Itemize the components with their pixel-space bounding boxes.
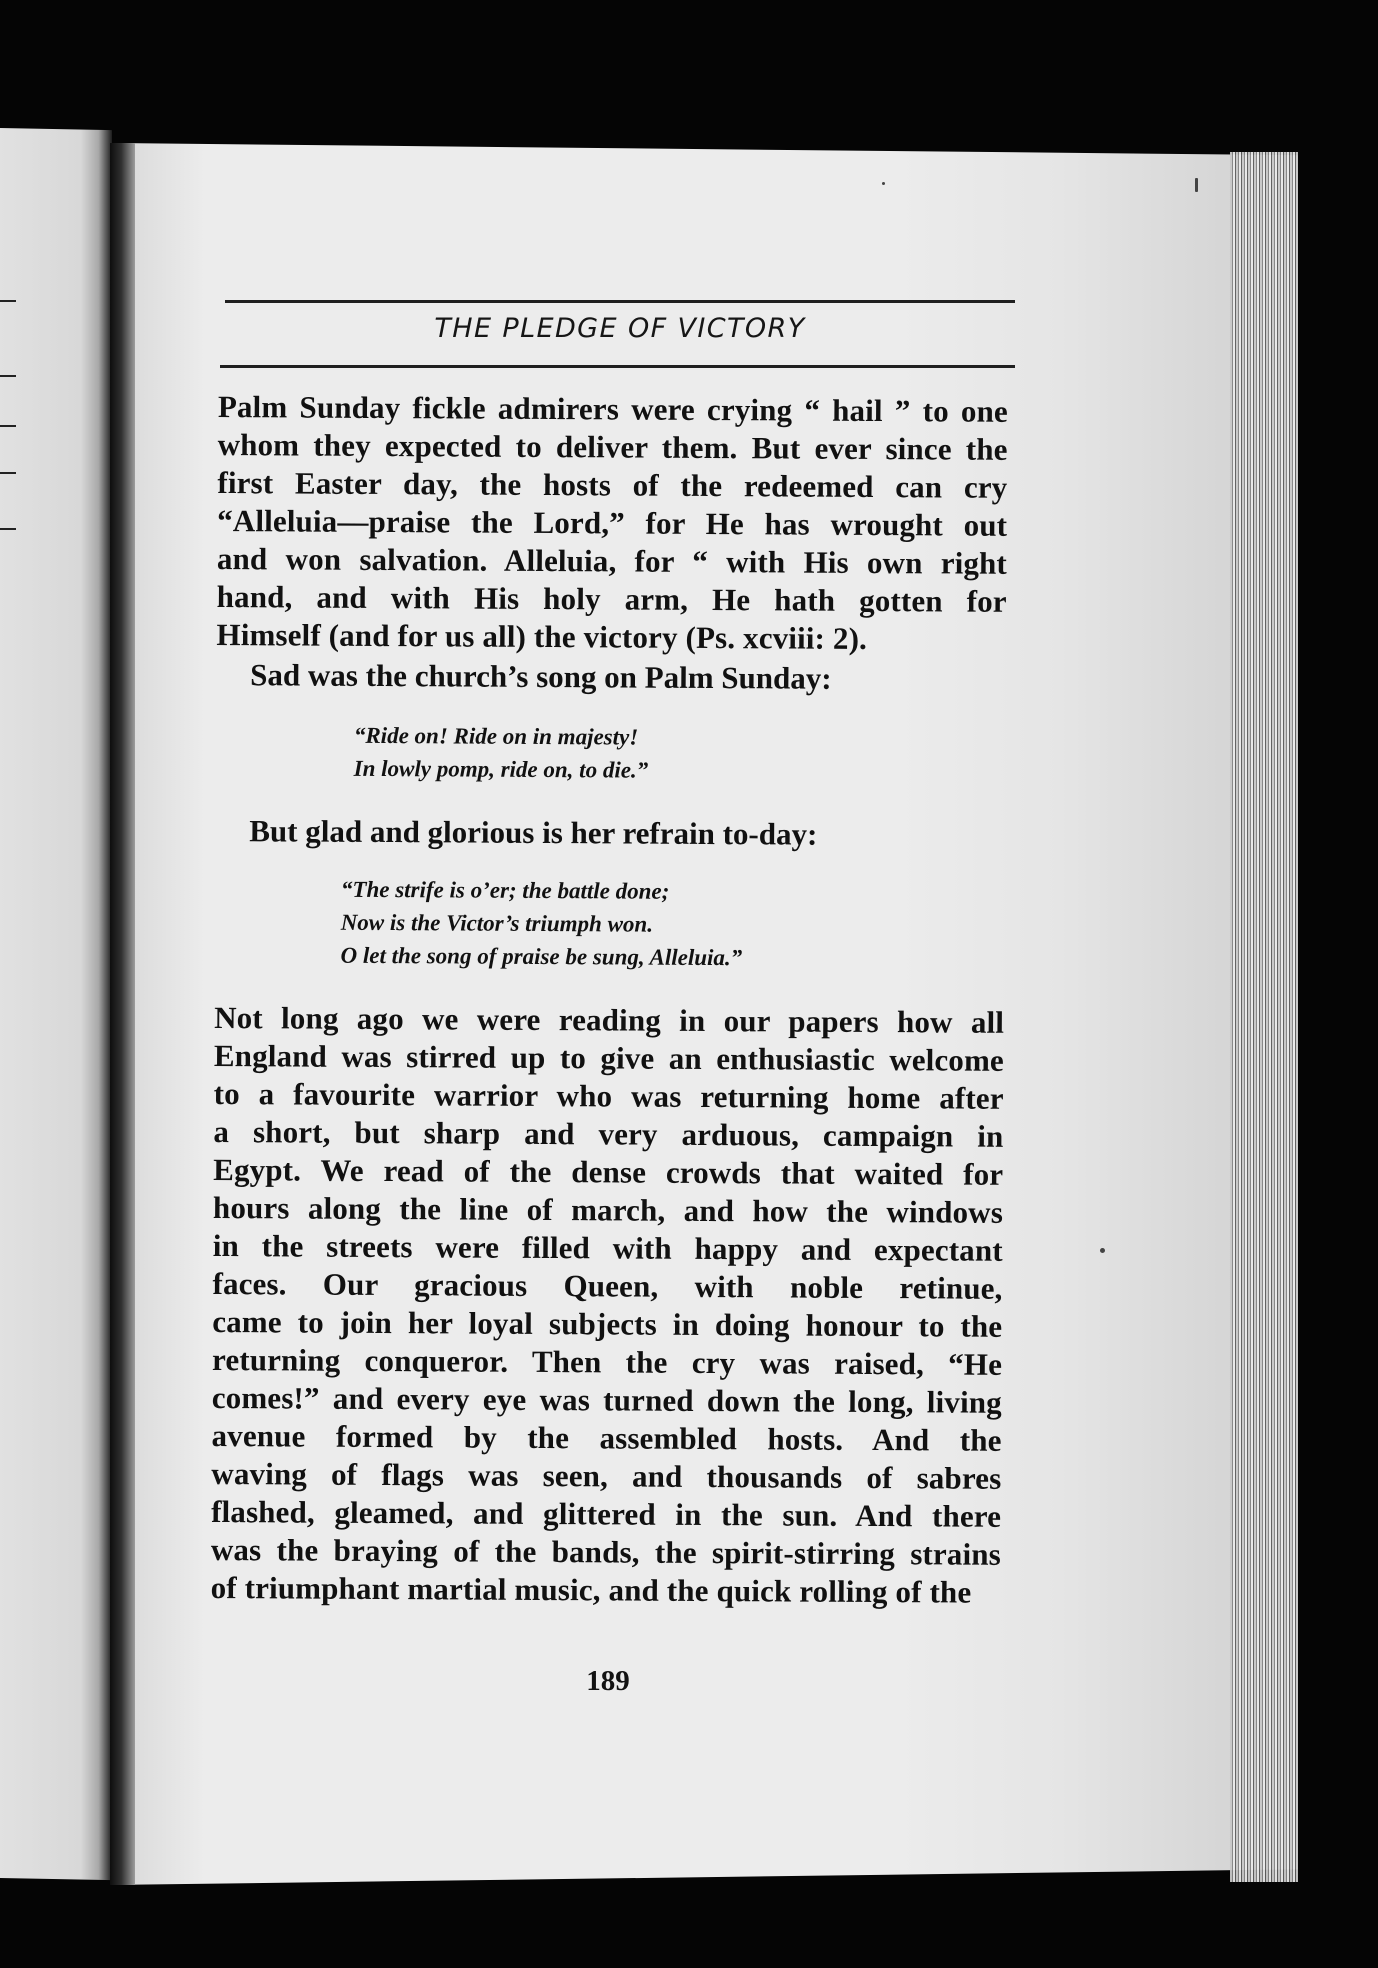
scan-speck — [882, 182, 885, 185]
paragraph-one-line: Palm Sunday fickle admirers were crying “ hail ” to one — [217, 388, 1008, 429]
page-number: 189 — [586, 1665, 630, 1697]
song-intro-line: Sad was the church’s song on Palm Sunday: — [250, 657, 832, 696]
left-page-mark — [0, 472, 16, 474]
verse-one-line: In lowly pomp, ride on, to die.” — [353, 755, 649, 783]
paragraph-one-line: “Alleluia—praise the Lord,” for He has wrought out — [217, 502, 1008, 543]
paragraph-two-line: Egypt. We read of the dense crowds that waited for — [213, 1151, 1004, 1192]
paragraph-two — [211, 999, 1005, 1612]
verse-two-line: “The strife is o’er; the battle done; — [340, 876, 670, 904]
paragraph-one-line: and won salvation. Alleluia, for “ with His own right — [216, 540, 1008, 581]
paragraph-two-line: to a favourite warrior who was returning home after — [213, 1075, 1004, 1116]
paragraph-two-line: returning conqueror. Then the cry was raised, “He — [211, 1341, 1003, 1382]
left-page-mark — [0, 528, 16, 530]
header-rule-top — [225, 300, 1015, 303]
paragraph-one — [216, 388, 1008, 659]
paragraph-two-line: waving of flags was seen, and thousands of sabres — [211, 1455, 1002, 1496]
left-page-marks — [0, 300, 20, 560]
verse-two-line: Now is the Victor’s triumph won. — [340, 909, 654, 937]
paragraph-two-line: a short, but sharp and very arduous, campaign in — [213, 1113, 1004, 1154]
verse-two — [340, 873, 1005, 976]
paragraph-two-line: came to join her loyal subjects in doing honour to the — [212, 1303, 1003, 1344]
paragraph-two-line: avenue formed by the assembled hosts. And the — [211, 1417, 1002, 1458]
paragraph-two-line: of triumphant martial music, and the quick rolling of the — [210, 1569, 972, 1610]
left-page-mark — [0, 300, 16, 302]
verse-two-line: O let the song of praise be sung, Alleluia.” — [340, 942, 743, 971]
left-page-mark — [0, 425, 16, 427]
paragraph-one-line: first Easter day, the hosts of the redeemed can cry — [217, 464, 1008, 505]
paragraph-one-line: hand, and with His holy arm, He hath gotten for — [216, 578, 1007, 619]
paragraph-one-line: whom they expected to deliver them. But ever since the — [217, 426, 1008, 467]
paragraph-two-line: comes!” and every eye was turned down the long, living — [211, 1379, 1002, 1420]
scan-speck — [1100, 1248, 1105, 1253]
page-text — [211, 388, 1008, 1612]
paragraph-two-line: England was stirred up to give an enthusiastic welcome — [213, 1037, 1005, 1078]
verse-one-line: “Ride on! Ride on in majesty! — [353, 722, 639, 750]
paragraph-two-line: hours along the line of march, and how the windows — [212, 1189, 1004, 1230]
paragraph-two-line: was the braying of the bands, the spirit-stirring strains — [210, 1531, 1001, 1572]
refrain-intro-line: But glad and glorious is her refrain to-day: — [249, 813, 818, 852]
paragraph-two-line: faces. Our gracious Queen, with noble retinue, — [212, 1265, 1003, 1306]
scan-speck — [1195, 178, 1198, 192]
paragraph-two-line: in the streets were filled with happy and expectant — [212, 1227, 1003, 1268]
running-head: THE PLEDGE OF VICTORY — [434, 313, 806, 344]
page-stack-edge — [1230, 152, 1298, 1882]
paragraph-two-line: Not long ago we were reading in our papers how all — [214, 999, 1005, 1040]
paragraph-two-line: flashed, gleamed, and glittered in the sun. And there — [211, 1493, 1002, 1534]
verse-one — [354, 719, 1006, 789]
book-spine-shadow — [110, 143, 135, 1885]
left-page-mark — [0, 375, 16, 377]
paragraph-one-line: Himself (and for us all) the victory (Ps. xcviii: 2). — [216, 616, 868, 656]
header-rule-bottom — [220, 365, 1015, 368]
